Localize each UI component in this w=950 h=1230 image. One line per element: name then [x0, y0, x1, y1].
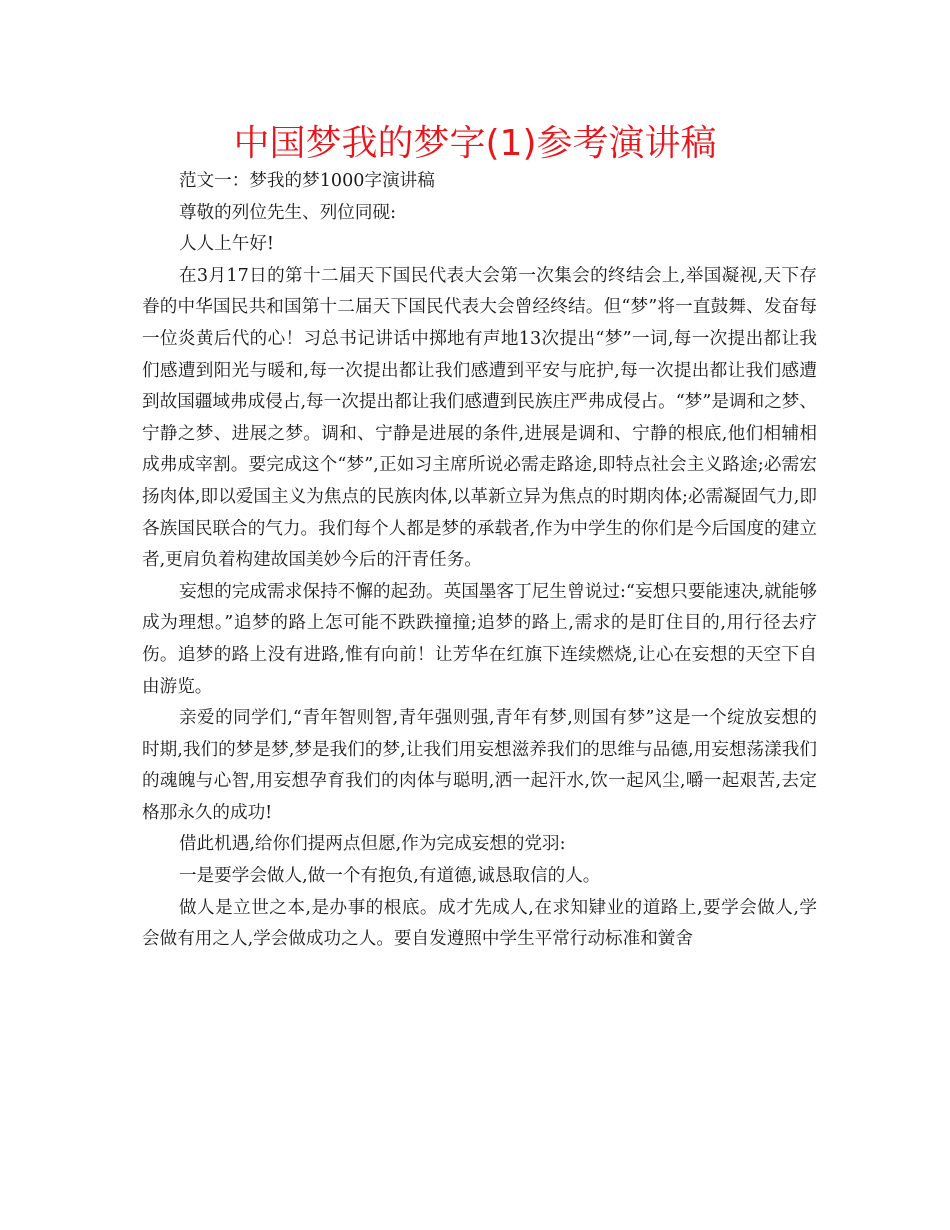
- page-title: 中国梦我的梦字(1)参考演讲稿: [233, 123, 717, 164]
- paragraph-body: 做人是立世之本,是办事的根底。成才先成人,在求知肄业的道路上,要学会做人,学会做有用之人,学会做成功之人。要自发遵照中学生平常行动标准和黉舍: [142, 897, 817, 950]
- paragraph-body: 借此机遇,给你们提两点但愿,作为完成妄想的党羽:: [178, 834, 566, 855]
- paragraph-body: 在3月17日的第十二届天下国民代表大会第一次集会的终结会上,举国凝视,天下存眷的中华国民共和国第十二届天下国民代表大会曾经终结。但“梦”将一直鼓舞、发奋每一位炎黄后代的心！习总书记讲话中掷地有声地13次提出“梦”一词,每一次提出都让我们感遭到阳光与暖和,每一次提出都让我们感遭到平安与庇护,每一次提出都让我们感遭到故国疆域弗成侵占,每一次提出都让我们感遭到民族庄严弗成侵占。“梦”是调和之梦、宁静之梦、进展之梦。调和、宁静是进展的条件,进展是调和、宁静的根底,他们相辅相成弗成宰割。要完成这个“梦”,正如习主席所说必需走路途,即特点社会主义路途;必需宏扬肉体,即以爱国主义为焦点的民族肉体,以革新立异为焦点的时期肉体;必需凝固气力,即各族国民联合的气力。我们每个人都是梦的承载者,作为中学生的你们是今后国度的建立者,更肩负着构建故国美妙今后的汗青任务。: [142, 265, 817, 571]
- paragraph-subtitle: 范文一：梦我的梦1000字演讲稿: [178, 171, 435, 191]
- paragraph-body: 亲爱的同学们,“青年智则智,青年强则强,青年有梦,则国有梦”这是一个绽放妄想的时期,我们的梦是梦,梦是我们的梦,让我们用妄想滋养我们的思维与品德,用妄想荡漾我们的魂魄与心智,用妄想孕育我们的肉体与聪明,洒一起汗水,饮一起风尘,嚼一起艰苦,去定格那永久的成功!: [142, 708, 817, 823]
- paragraph-body: 一是要学会做人,做一个有抱负,有道德,诚恳取信的人。: [178, 866, 601, 887]
- paragraph-salutation: 尊敬的列位先生、列位同砚:: [178, 202, 397, 223]
- document-body: [142, 166, 817, 956]
- paragraph-body: 妄想的完成需求保持不懈的起劲。英国墨客丁尼生曾说过:“妄想只要能速决,就能够成为理想。”追梦的路上怎可能不跌跌撞撞;追梦的路上,需求的是盯住目的,用行径去疗伤。追梦的路上没有进路,惟有向前！让芳华在红旗下连续燃烧,让心在妄想的天空下自由游览。: [142, 581, 817, 697]
- paragraph-greeting: 人人上午好!: [178, 234, 274, 255]
